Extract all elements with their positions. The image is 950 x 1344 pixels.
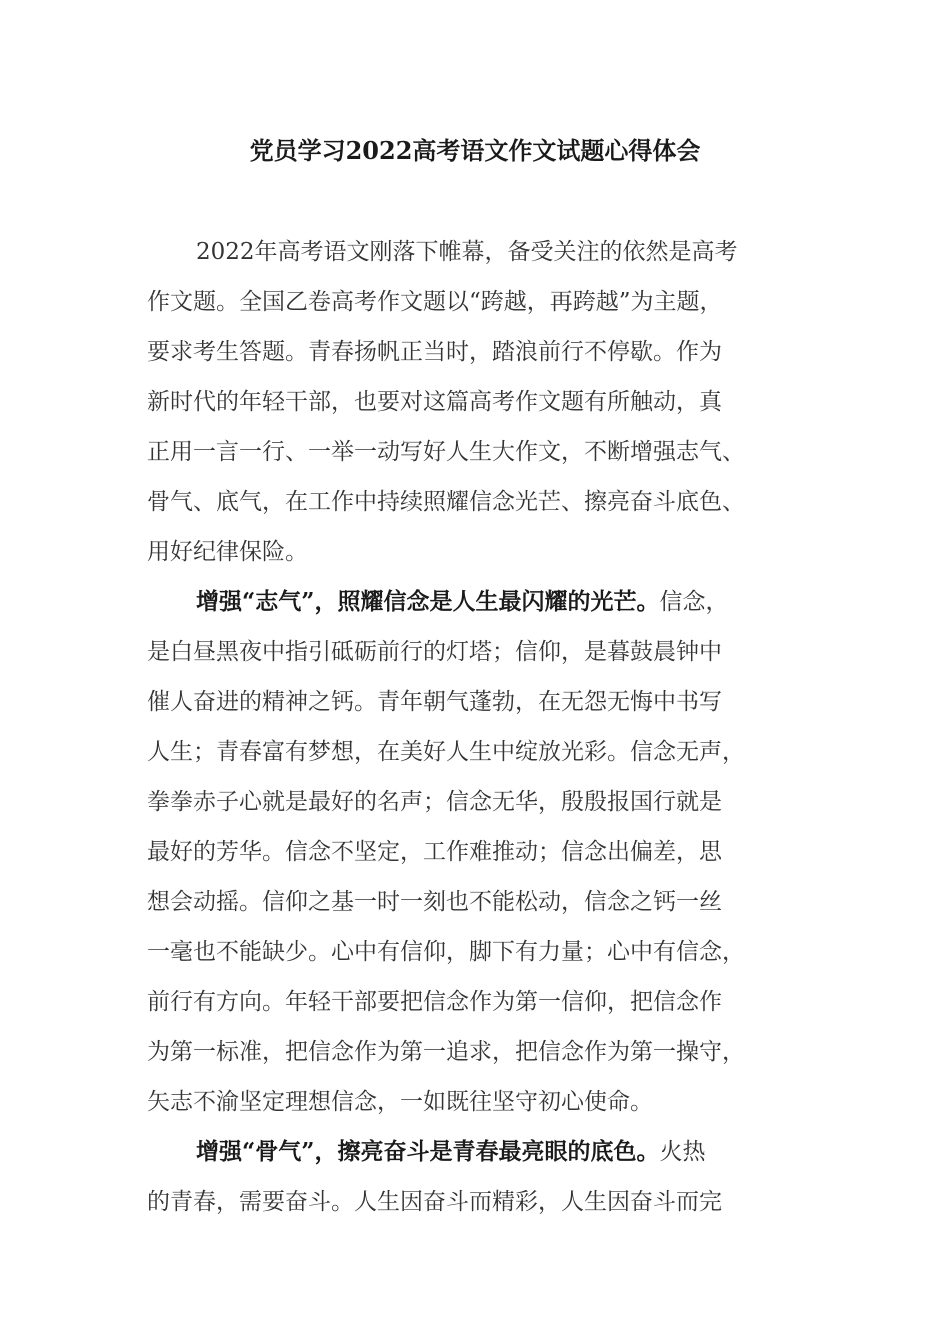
paragraph-1-line-6: 骨气、底气，在工作中持续照耀信念光芒、擦亮奋斗底色、	[147, 489, 745, 515]
paragraph-2-line-5: 拳拳赤子心就是最好的名声；信念无华，殷殷报国行就是	[147, 789, 722, 815]
paragraph-1-line-1: 2022年高考语文刚落下帷幕，备受关注的依然是高考	[196, 239, 738, 265]
paragraph-2-line-6: 最好的芳华。信念不坚定，工作难推动；信念出偏差，思	[147, 839, 722, 865]
paragraph-2-line-11: 矢志不渝坚定理想信念，一如既往坚守初心使命。	[147, 1089, 653, 1115]
paragraph-3-line-2: 的青春，需要奋斗。人生因奋斗而精彩，人生因奋斗而完	[147, 1189, 722, 1215]
paragraph-1-line-4: 新时代的年轻干部，也要对这篇高考作文题有所触动，真	[147, 389, 722, 415]
paragraph-2-line-10: 为第一标准，把信念作为第一追求，把信念作为第一操守，	[147, 1039, 745, 1065]
paragraph-3-heading: 增强“骨气”，擦亮奋斗是青春最亮眼的底色。	[196, 1138, 660, 1165]
paragraph-2-line-3: 催人奋进的精神之钙。青年朝气蓬勃，在无怨无悔中书写	[147, 689, 722, 715]
paragraph-2-heading: 增强“志气”，照耀信念是人生最闪耀的光芒。	[196, 588, 660, 615]
document-title: 党员学习2022高考语文作文试题心得体会	[249, 136, 701, 165]
document-body	[147, 231, 807, 1231]
paragraph-1-line-3: 要求考生答题。青春扬帆正当时，踏浪前行不停歇。作为	[147, 339, 722, 365]
paragraph-1-line-5: 正用一言一行、一举一动写好人生大作文，不断增强志气、	[147, 439, 745, 465]
paragraph-3-line-1	[147, 1131, 807, 1181]
paragraph-2-line-7: 想会动摇。信仰之基一时一刻也不能松动，信念之钙一丝	[147, 889, 722, 915]
paragraph-2-line-4: 人生；青春富有梦想，在美好人生中绽放光彩。信念无声，	[147, 739, 745, 765]
paragraph-2-first-line-rest: 信念，	[659, 589, 729, 615]
paragraph-2-line-9: 前行有方向。年轻干部要把信念作为第一信仰，把信念作	[147, 989, 722, 1015]
paragraph-3-first-line-rest: 火热	[659, 1139, 706, 1165]
paragraph-2-line-2: 是白昼黑夜中指引砥砺前行的灯塔；信仰，是暮鼓晨钟中	[147, 639, 722, 665]
paragraph-2-line-1	[147, 581, 807, 631]
paragraph-1-line-7: 用好纪律保险。	[147, 539, 308, 565]
paragraph-2-line-8: 一毫也不能缺少。心中有信仰，脚下有力量；心中有信念，	[147, 939, 745, 965]
paragraph-1-line-2: 作文题。全国乙卷高考作文题以“跨越，再跨越”为主题，	[147, 289, 723, 315]
